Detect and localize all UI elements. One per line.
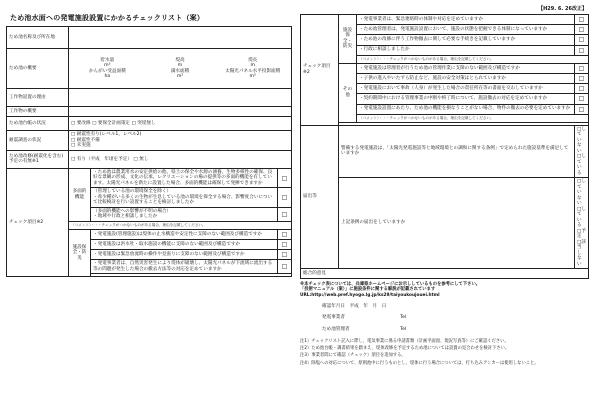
multi-comment[interactable]: （コメント）・・・チェックがつかないものがある場合、理由を記載してください。 xyxy=(69,221,292,229)
multi-item-3b: ・地域や行政と相談しましたか xyxy=(93,214,158,220)
right-check-label-text: チェック項目 xyxy=(303,64,331,70)
works-label: 工作物設置の理由 xyxy=(7,89,69,107)
other-item-2: ・子供の進入やいたずら防止など、施設の安全対策はとられていますか xyxy=(357,73,575,83)
water-checkbox-1[interactable]: □ xyxy=(277,229,291,239)
notify-opt-2b[interactable]: □している xyxy=(577,206,586,229)
overview-unit-height: m xyxy=(177,63,183,69)
left-water-label: 施設保全・防災 xyxy=(69,229,91,277)
overview-label: ため池の概要 xyxy=(7,49,69,89)
manager-line[interactable]: ため池管理者 Tel xyxy=(322,326,407,332)
notify-opt-1a[interactable]: □していない xyxy=(577,126,586,154)
notify-opt-2c[interactable]: □予定 xyxy=(577,228,586,240)
dam-option-3[interactable]: □ 未実施 xyxy=(71,143,91,149)
overview-head-height: 堤高 xyxy=(175,57,185,63)
other-label: その他 xyxy=(339,63,357,122)
works-overview-label: 工作物の概要 xyxy=(7,107,69,117)
overview-unit-panel: m² xyxy=(249,74,256,80)
multi-item-1: ・ため池は農業用水の安定供給の他、県土の保全や水源の涵養、生物多様性の確保、良好な景観の形成、文化の伝承、レクリエーションの場の提供等の多面的機能を有しています。太陽光パネルを新たに設置した場合、多面的機能は確保して発揮できますか xyxy=(91,168,278,188)
left-check-label xyxy=(7,168,69,277)
water-item-3: ・発電施設は緊急放流時の操作や見張りに支障のない範囲及び構造ですか xyxy=(91,250,278,260)
other-checkbox-3[interactable]: □ xyxy=(575,84,589,94)
multi-item-2a: （管理している池の環境保全を除く） xyxy=(93,189,172,195)
overview-head-area: かんがい受益面積 xyxy=(88,68,126,74)
works-value[interactable] xyxy=(69,89,292,107)
rwater-checkbox-3[interactable]: □ xyxy=(575,35,589,45)
right-column xyxy=(300,6,589,367)
overview-unit-fullarea: m² xyxy=(176,74,184,80)
other-checkbox-2[interactable]: □ xyxy=(575,73,589,83)
multi-checkbox-3[interactable]: □ xyxy=(277,207,291,221)
left-check-label-text: チェック項目 xyxy=(9,219,37,225)
multi-item-2b: ・希少種がいる多くの生物が生息している池の環境を保全する場合、影響度合いについて比較検討を行い設置することを検討しましたか xyxy=(93,194,273,206)
multi-label: 多面的機能 xyxy=(69,168,91,221)
status-options[interactable] xyxy=(69,117,292,131)
water-spacer xyxy=(91,274,292,277)
numbered-note-2: 注2）ため池台帳・調書結果を踏まえ、堤体改修を予定するため池については設置の見合わせを検討下さい。 xyxy=(300,346,510,352)
numbered-notes xyxy=(300,338,589,367)
rwater-checkbox-1[interactable]: □ xyxy=(575,15,589,25)
works-overview-value[interactable] xyxy=(69,107,292,117)
rwater-item-4: ・行政に相談しましたか xyxy=(357,45,575,55)
multi-checkbox-2[interactable]: □ xyxy=(277,188,291,208)
water-checkbox-3[interactable]: □ xyxy=(277,250,291,260)
left-table xyxy=(6,26,292,277)
notify-item-1: 警備する発電施設は、「太陽光発電施設等と地域環境との調和に関する条例」で定められた施設基準を満足していますか xyxy=(339,125,575,178)
other-item-3: ・発電施設において事故（人身）が発生した場合の責任所在等の書面を交わしていますか xyxy=(357,84,575,94)
notify-opt-2a[interactable]: □していない xyxy=(577,179,586,207)
multi-item-2 xyxy=(91,188,278,208)
notify-item-2: 上記条例の届出をしていますか xyxy=(339,178,575,269)
numbered-note-3: 注3）事業者間にて確認（チェック）項目を追加する。 xyxy=(300,353,406,359)
water-item-2: ・発電施設は洪水吐・取水施設の機能に支障のない範囲及び構造ですか xyxy=(91,240,278,250)
other-checkbox-1[interactable]: □ xyxy=(575,63,589,73)
revision-date: 【H29. 6. 26改正】 xyxy=(538,6,587,12)
renov-options[interactable] xyxy=(69,150,292,168)
right-check-label xyxy=(301,15,339,126)
rwater-comment[interactable]: （コメント）・・・チェックがつかないものがある場合、理由を記載してください。 xyxy=(357,55,589,63)
overview-head-panel: 太陽光パネル水平投影面積 xyxy=(225,68,281,74)
multi-checkbox-1[interactable]: □ xyxy=(277,168,291,188)
footer-line-2: 「技術マニュアル（案）」に施設条件に関する解説が記載されています xyxy=(300,287,436,293)
multi-item-3a: （多面的機能への影響が不明の場合） xyxy=(93,208,172,214)
status-label: ため池台帳の状況 xyxy=(7,117,69,131)
rwater-item-3: ・ため池の改修に伴う工作物撤去に関して必要な手続きを記載していますか xyxy=(357,35,575,45)
notify-label: 届出等 xyxy=(301,125,339,269)
renov-option-1[interactable]: □ 有り（平成 年頃を予定） xyxy=(71,156,132,162)
dam-option-1[interactable]: □ 耐震性有り(レベル1、レベル2) xyxy=(71,132,142,138)
overview-unit-volume: m³ xyxy=(104,63,111,69)
water-checkbox-2[interactable]: □ xyxy=(277,240,291,250)
date-line[interactable]: 確認年月日 平成 年 月 日 xyxy=(322,303,387,309)
notify-opt-2d[interactable]: □該当しない xyxy=(577,239,586,267)
rwater-item-1: ・発電事業者は、緊急連絡時の体制や対応を定めていますか xyxy=(357,15,575,25)
page-title: ため池水面への発電施設設置にかかるチェックリスト（案） xyxy=(10,14,205,22)
other-item-1: ・発電施設は管理者が行うため池の管理作業に支障のない範囲及び構造ですか xyxy=(357,63,575,73)
other-item-4: ・契約期間中における管理事業の中断や終了時について、施設撤去の対応を定めていますか xyxy=(357,94,575,104)
dam-label: 耐震調査の状況 xyxy=(7,131,69,151)
status-option-1[interactable]: □ 要改修 xyxy=(71,121,91,127)
numbered-note-4: 注4）除塩への対応について、原則池中に行うものとし、堤体に行う場合については、打ち込みアンカーは使用しないこと。 xyxy=(300,360,539,366)
status-option-3[interactable]: □ 突堤無し xyxy=(131,121,156,127)
rwater-checkbox-2[interactable]: □ xyxy=(575,25,589,35)
multi-item-3 xyxy=(91,207,278,221)
overview-head-length: 堤長 xyxy=(248,57,258,63)
renov-label xyxy=(7,150,69,168)
name-value[interactable] xyxy=(69,27,292,49)
other-checkbox-5[interactable]: □ xyxy=(575,104,589,114)
other-checkbox-4[interactable]: □ xyxy=(575,94,589,104)
footer-notes xyxy=(300,282,589,297)
notify-opts-2[interactable] xyxy=(575,178,589,269)
renov-label-text: ため池改修(耐震化を含む)予定の有無 xyxy=(9,153,64,165)
notify-opt-1b[interactable]: □している xyxy=(577,154,586,176)
overview-head-fullarea: 満水面積 xyxy=(170,68,190,74)
right-water-label: 施設保全・防災 xyxy=(339,15,357,64)
opinion-label[interactable]: 総合的意見 xyxy=(301,269,589,279)
dam-option-2[interactable]: □ 耐震性不備 xyxy=(71,137,100,143)
dam-options[interactable] xyxy=(69,131,292,151)
left-check-note: ※2 xyxy=(36,219,44,225)
overview-head-volume: 貯水量 xyxy=(100,57,115,63)
numbered-note-1: 注1）チェックリスト記入に際し、電気事業に係る申請書類（計画平面図、現況写真等）にご確認ください。 xyxy=(300,339,509,345)
name-label: ため池名称及び所在地 xyxy=(7,27,69,49)
footer-url[interactable]: URL:http://web.pref.hyogo.lg.jp/ks29/taiyoukoujouei.html xyxy=(300,292,440,298)
overview-value[interactable] xyxy=(69,49,292,89)
water-checkbox-4[interactable]: □ xyxy=(277,260,291,274)
footer-line-1: ※本チェック表については、兵庫県ホームページにお示ししているものを参考にして下さい。 xyxy=(300,282,481,288)
right-check-note: ※2 xyxy=(303,69,310,75)
renov-note: ※1 xyxy=(31,159,39,165)
other-item-5: ・発電施設設置にあたり、ため池の機能を損なうことがない場合、物件の撤去の必要を定めていますか xyxy=(357,104,575,114)
water-item-1: ・発電施設(管理施設)は堤体の止水構造や安定性に支障のない範囲及び構造ですか xyxy=(91,229,278,239)
water-item-4: ・発電事業者は、自然災害発生により堤体が破壊し、太陽光パネルが下流域に流出する等の問題が発生した場合の撤去方法等の対応を定めていますか xyxy=(91,260,278,274)
status-option-2[interactable]: □ 要保全計画策定 xyxy=(92,121,131,127)
overview-unit-length: m xyxy=(250,63,255,69)
right-table xyxy=(300,14,589,279)
operator-line[interactable]: 発電事業者 Tel xyxy=(322,315,407,321)
rwater-item-2: ・ため池管理者は、発電施設設置において、施設の状態を把握できる体制になっていますか xyxy=(357,25,575,35)
notify-opts-1[interactable] xyxy=(575,125,589,178)
other-comment[interactable]: （コメント）・・・チェックがつかないものがある場合、理由を記載してください。 xyxy=(357,114,589,122)
renov-option-2[interactable]: □ 無し xyxy=(133,156,149,162)
overview-unit-area: ha xyxy=(104,74,111,80)
rwater-checkbox-4[interactable]: □ xyxy=(575,45,589,55)
left-column xyxy=(6,6,292,277)
